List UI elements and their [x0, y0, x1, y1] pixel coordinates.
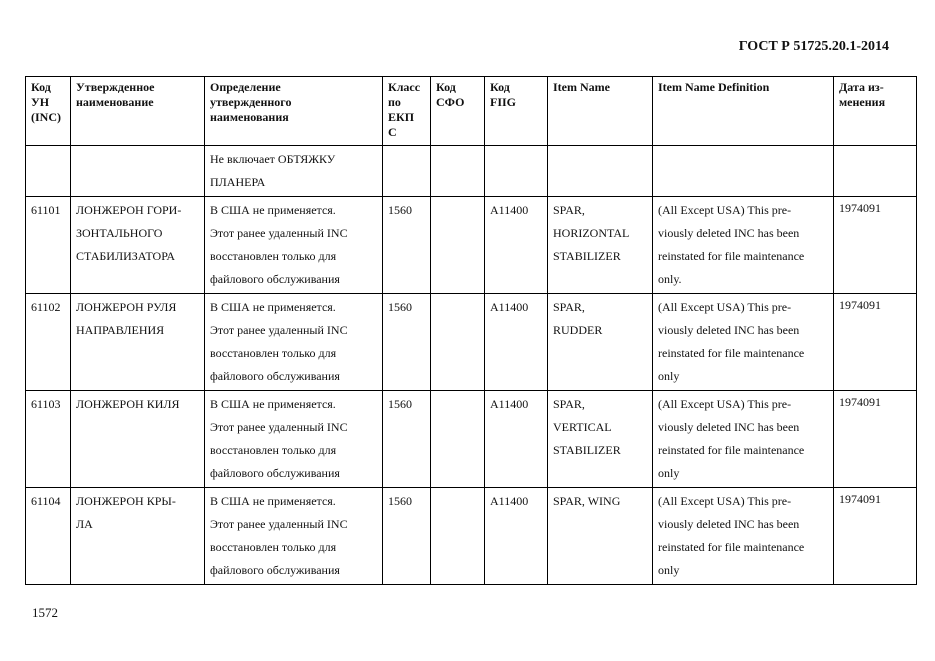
cell-line: В США не применяется.	[210, 397, 336, 411]
cell-line: ЛОНЖЕРОН ГОРИ-	[76, 203, 182, 217]
header-class	[383, 77, 431, 146]
cell-line: файлового обслуживания	[210, 369, 340, 383]
cell-line: SPAR,	[553, 203, 585, 217]
cell-line: reinstated for file maintenance	[658, 443, 805, 457]
cell-definition	[205, 294, 383, 391]
document-code: ГОСТ Р 51725.20.1-2014	[738, 39, 889, 54]
header-fiig-code	[485, 77, 548, 146]
cell-line: Item Name Definition	[658, 80, 770, 94]
cell-sfo-code	[431, 197, 485, 294]
cell-line: (INC)	[31, 110, 61, 124]
cell-sfo-code	[431, 391, 485, 488]
cell-class: 1560	[383, 197, 431, 294]
cell-empty	[548, 146, 653, 197]
cell-line: reinstated for file maintenance	[658, 540, 805, 554]
cell-item-name	[548, 391, 653, 488]
cell-line: восстановлен только для	[210, 249, 337, 263]
cell-line: only	[658, 563, 680, 577]
cell-item-name-definition	[653, 294, 834, 391]
cell-line: утвержденного	[210, 95, 292, 109]
cell-line: Item Name	[553, 80, 610, 94]
cell-line: (All Except USA) This pre-	[658, 203, 792, 217]
cell-fiig-code: A11400	[485, 391, 548, 488]
cell-line: only	[658, 466, 680, 480]
cell-line: файлового обслуживания	[210, 466, 340, 480]
cell-line: VERTICAL	[553, 420, 612, 434]
cell-item-name-definition	[653, 391, 834, 488]
cell-line: STABILIZER	[553, 443, 621, 457]
cell-line: viously deleted INC has been	[658, 226, 800, 240]
cell-line: В США не применяется.	[210, 203, 336, 217]
cell-line: Класс	[388, 80, 421, 94]
cell-inc: 61102	[26, 294, 71, 391]
page-number: 1572	[32, 605, 58, 620]
cell-line: ПЛАНЕРА	[210, 175, 266, 189]
cell-fiig-code: A11400	[485, 294, 548, 391]
header-inc	[26, 77, 71, 146]
cell-item-name	[548, 294, 653, 391]
cell-line: SPAR, WING	[553, 494, 621, 508]
cell-line: (All Except USA) This pre-	[658, 397, 792, 411]
cell-approved-name	[71, 391, 205, 488]
header-definition	[205, 77, 383, 146]
cell-line: ЛОНЖЕРОН РУЛЯ	[76, 300, 177, 314]
cell-line: Не включает ОБТЯЖКУ	[210, 152, 336, 166]
cell-line: ЗОНТАЛЬНОГО	[76, 226, 163, 240]
cell-line: С	[388, 125, 397, 139]
cell-empty	[834, 146, 917, 197]
cell-line: СФО	[436, 95, 465, 109]
cell-line: НАПРАВЛЕНИЯ	[76, 323, 165, 337]
cell-inc: 61101	[26, 197, 71, 294]
table-row	[26, 197, 917, 294]
cell-line: STABILIZER	[553, 249, 621, 263]
cell-approved-name	[71, 294, 205, 391]
cell-empty	[26, 146, 71, 197]
cell-line: (All Except USA) This pre-	[658, 494, 792, 508]
cell-definition	[205, 391, 383, 488]
cell-line: Код	[490, 80, 510, 94]
cell-line: Утвержденное	[76, 80, 155, 94]
cell-empty	[431, 146, 485, 197]
cell-line: СТАБИЛИЗАТОРА	[76, 249, 176, 263]
cell-line: восстановлен только для	[210, 443, 337, 457]
cell-change-date: 1974091	[834, 391, 917, 488]
continuation-row	[26, 146, 917, 197]
cell-line: Этот ранее удаленный INC	[210, 517, 348, 531]
classification-table	[25, 76, 917, 585]
cell-line: Код	[31, 80, 51, 94]
cell-line: only.	[658, 272, 682, 286]
header-item-name-definition	[653, 77, 834, 146]
cell-line: RUDDER	[553, 323, 603, 337]
header-change-date	[834, 77, 917, 146]
cell-line: УН	[31, 95, 50, 109]
cell-line: В США не применяется.	[210, 300, 336, 314]
cell-change-date: 1974091	[834, 488, 917, 585]
table-header-row	[26, 77, 917, 146]
cell-line: Этот ранее удаленный INC	[210, 226, 348, 240]
cell-inc: 61104	[26, 488, 71, 585]
header-item-name	[548, 77, 653, 146]
cell-line: reinstated for file maintenance	[658, 249, 805, 263]
cell-inc: 61103	[26, 391, 71, 488]
cell-empty	[71, 146, 205, 197]
cell-empty	[485, 146, 548, 197]
cell-line: файлового обслуживания	[210, 272, 340, 286]
cell-class: 1560	[383, 488, 431, 585]
cell-line: по	[388, 95, 401, 109]
cell-line: only	[658, 369, 680, 383]
cell-line: Определение	[210, 80, 281, 94]
cell-item-name-definition	[653, 488, 834, 585]
cell-fiig-code: A11400	[485, 197, 548, 294]
cell-change-date: 1974091	[834, 294, 917, 391]
cell-definition	[205, 197, 383, 294]
cell-line: viously deleted INC has been	[658, 323, 800, 337]
cell-line: файлового обслуживания	[210, 563, 340, 577]
cell-line: В США не применяется.	[210, 494, 336, 508]
cell-line: (All Except USA) This pre-	[658, 300, 792, 314]
cell-change-date: 1974091	[834, 197, 917, 294]
cell-definition	[205, 488, 383, 585]
cell-sfo-code	[431, 294, 485, 391]
cell-class: 1560	[383, 391, 431, 488]
cell-line: восстановлен только для	[210, 540, 337, 554]
header-sfo-code	[431, 77, 485, 146]
cell-line: Код	[436, 80, 456, 94]
cell-approved-name	[71, 197, 205, 294]
cell-line: viously deleted INC has been	[658, 517, 800, 531]
cell-line: наименование	[76, 95, 154, 109]
cell-item-name	[548, 197, 653, 294]
cell-line: восстановлен только для	[210, 346, 337, 360]
cell-item-name-definition	[653, 197, 834, 294]
cell-class: 1560	[383, 294, 431, 391]
table-row	[26, 391, 917, 488]
cell-line: Этот ранее удаленный INC	[210, 323, 348, 337]
cell-line: ЛОНЖЕРОН КИЛЯ	[76, 397, 180, 411]
table-row	[26, 294, 917, 391]
table-row	[26, 488, 917, 585]
cell-definition	[205, 146, 383, 197]
cell-fiig-code: A11400	[485, 488, 548, 585]
cell-empty	[383, 146, 431, 197]
cell-line: viously deleted INC has been	[658, 420, 800, 434]
cell-item-name	[548, 488, 653, 585]
cell-line: reinstated for file maintenance	[658, 346, 805, 360]
cell-line: Этот ранее удаленный INC	[210, 420, 348, 434]
cell-line: SPAR,	[553, 300, 585, 314]
cell-line: ЛОНЖЕРОН КРЫ-	[76, 494, 176, 508]
cell-empty	[653, 146, 834, 197]
cell-approved-name	[71, 488, 205, 585]
cell-line: FIIG	[490, 95, 517, 109]
cell-line: HORIZONTAL	[553, 226, 630, 240]
cell-line: Дата из-	[839, 80, 884, 94]
cell-line: наименования	[210, 110, 289, 124]
cell-line: ЛА	[76, 517, 93, 531]
cell-line: SPAR,	[553, 397, 585, 411]
cell-line: менения	[839, 95, 886, 109]
header-approved-name	[71, 77, 205, 146]
cell-sfo-code	[431, 488, 485, 585]
cell-line: ЕКП	[388, 110, 415, 124]
